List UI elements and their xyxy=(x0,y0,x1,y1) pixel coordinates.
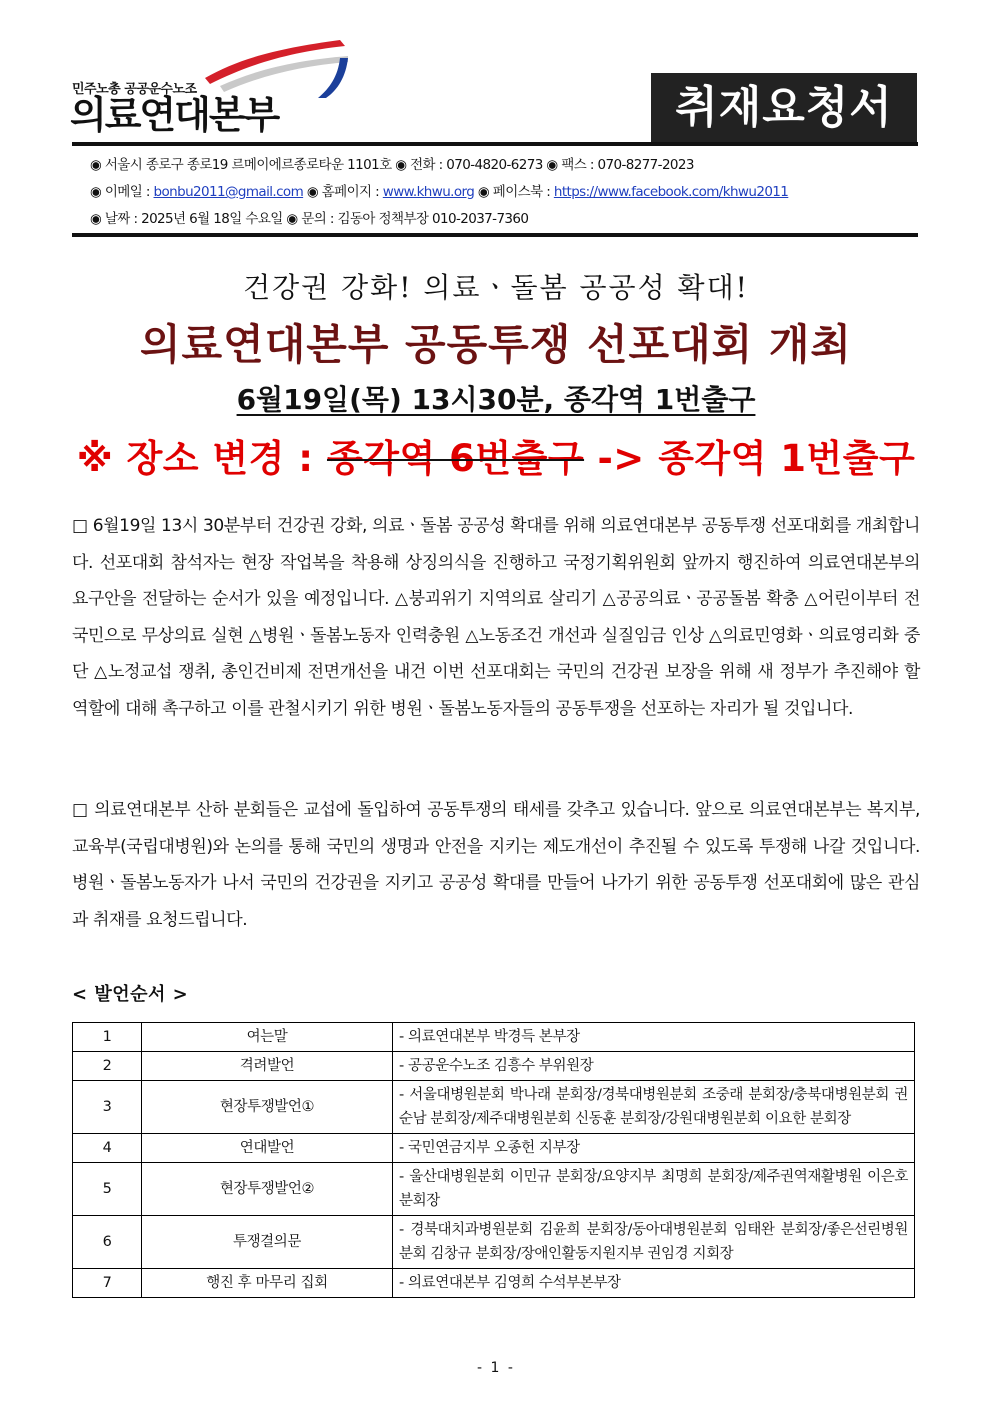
row-speaker: - 의료연대본부 박경득 본부장 xyxy=(393,1023,915,1052)
row-number: 6 xyxy=(73,1216,142,1269)
date-contact-line: ◉ 날짜 : 2025년 6월 18일 수요일 ◉ 문의 : 김동아 정책부장 010-2037-7360 xyxy=(90,211,529,227)
org-main-name: 의료연대본부 xyxy=(70,93,279,137)
venue-old: 종각역 6번출구 xyxy=(326,437,585,480)
table-row xyxy=(73,1081,915,1134)
subtitle: 건강권 강화! 의료ㆍ돌봄 공공성 확대! xyxy=(243,271,749,304)
org-sub-name: 민주노총 공공운수노조 xyxy=(72,82,197,97)
facebook-label: ◉ 페이스북 : xyxy=(474,184,554,200)
program-title: < 발언순서 > xyxy=(72,984,189,1005)
body-paragraph-2: □ 의료연대본부 산하 분회들은 교섭에 돌입하여 공동투쟁의 태세를 갖추고 있습니다. 앞으로 의료연대본부는 복지부, 교육부(국립대병원)와 논의를 통해 국민의 생명과 안전을 지키는 제도개선이 추진될 수 있도록 투쟁해 나갈 것입니다. 병원ㆍ돌봄노동자가 나서 국민의 건강권을 지키고 공공성 확대를 만들어 나가기 위한 공동투쟁 선포대회에 많은 관심과 취재를 요청드립니다. xyxy=(72,800,920,930)
venue-change-notice xyxy=(0,428,992,482)
homepage-label: ◉ 홈페이지 : xyxy=(303,184,383,200)
row-item: 투쟁결의문 xyxy=(142,1216,393,1269)
venue-arrow: -> xyxy=(584,437,659,480)
facebook-link[interactable]: https://www.facebook.com/khwu2011 xyxy=(553,184,789,200)
event-date-line xyxy=(0,378,992,418)
logo-swoosh-icon xyxy=(200,38,350,98)
email-link[interactable]: bonbu2011@gmail.com xyxy=(153,184,304,200)
row-item: 연대발언 xyxy=(142,1134,393,1163)
online-line xyxy=(90,179,788,206)
row-speaker: - 서울대병원분회 박나래 분회장/경북대병원분회 조중래 분회장/충북대병원분회 권순남 분회장/제주대병원분회 신동훈 분회장/강원대병원분회 이요한 분회장 xyxy=(393,1081,915,1134)
venue-new: 종각역 1번출구 xyxy=(658,437,916,480)
row-item: 현장투쟁발언② xyxy=(142,1163,393,1216)
row-speaker: - 울산대병원분회 이민규 분회장/요양지부 최명희 분회장/제주권역재활병원 이은호 분회장 xyxy=(393,1163,915,1216)
document-type-badge: 취재요청서 xyxy=(651,73,917,142)
table-row xyxy=(73,1023,915,1052)
contact-info xyxy=(90,152,788,233)
row-number: 2 xyxy=(73,1052,142,1081)
program-table xyxy=(72,1022,915,1298)
venue-change-label: ※ 장소 변경 : xyxy=(76,437,327,480)
row-item: 행진 후 마무리 집회 xyxy=(142,1269,393,1298)
row-number: 4 xyxy=(73,1134,142,1163)
row-number: 5 xyxy=(73,1163,142,1216)
row-number: 7 xyxy=(73,1269,142,1298)
row-speaker: - 공공운수노조 김흥수 부위원장 xyxy=(393,1052,915,1081)
event-date-text: 6월19일(목) 13시30분, 종각역 1번출구 xyxy=(236,383,756,416)
row-item: 현장투쟁발언① xyxy=(142,1081,393,1134)
table-row xyxy=(73,1134,915,1163)
table-row xyxy=(73,1269,915,1298)
table-row xyxy=(73,1052,915,1081)
page-number: - 1 - xyxy=(477,1360,515,1376)
row-speaker: - 경북대치과병원분회 김윤희 분회장/동아대병원분회 임태완 분회장/좋은선린병원분회 김창규 분회장/장애인활동지원지부 권임경 지회장 xyxy=(393,1216,915,1269)
row-speaker: - 국민연금지부 오종헌 지부장 xyxy=(393,1134,915,1163)
main-title: 의료연대본부 공동투쟁 선포대회 개최 xyxy=(139,320,853,369)
row-speaker: - 의료연대본부 김영희 수석부본부장 xyxy=(393,1269,915,1298)
table-row xyxy=(73,1216,915,1269)
row-item: 여는말 xyxy=(142,1023,393,1052)
row-number: 1 xyxy=(73,1023,142,1052)
body-paragraph-1: □ 6월19일 13시 30분부터 건강권 강화, 의료ㆍ돌봄 공공성 확대를 위해 의료연대본부 공동투쟁 선포대회를 개최합니다. 선포대회 참석자는 현장 작업복을 착용해 상징의식을 진행하고 국정기획위원회 앞까지 행진하여 의료연대본부의 요구안을 전달하는 순서가 있을 예정입니다. △붕괴위기 지역의료 살리기 △공공의료ㆍ공공돌봄 확충 △어린이부터 전국민으로 무상의료 실현 △병원ㆍ돌봄노동자 인력충원 △노동조건 개선과 실질임금 인상 △의료민영화ㆍ의료영리화 중단 △노정교섭 쟁취, 총인건비제 전면개선을 내건 이번 선포대회는 국민의 건강권 보장을 위해 새 정부가 추진해야 할 역할에 대해 촉구하고 이를 관철시키기 위한 병원ㆍ돌봄노동자들의 공동투쟁을 선포하는 자리가 될 것입니다. xyxy=(72,516,920,719)
program-table-body xyxy=(73,1023,915,1298)
org-logo xyxy=(70,38,350,138)
header-divider-top xyxy=(72,142,918,146)
email-label: ◉ 이메일 : xyxy=(90,184,154,200)
table-row xyxy=(73,1163,915,1216)
address-line: ◉ 서울시 종로구 종로19 르메이에르종로타운 1101호 ◉ 전화 : 070-4820-6273 ◉ 팩스 : 070-8277-2023 xyxy=(90,157,694,173)
row-number: 3 xyxy=(73,1081,142,1134)
homepage-link[interactable]: www.khwu.org xyxy=(382,184,475,200)
row-item: 격려발언 xyxy=(142,1052,393,1081)
header-divider-bottom xyxy=(72,233,918,237)
